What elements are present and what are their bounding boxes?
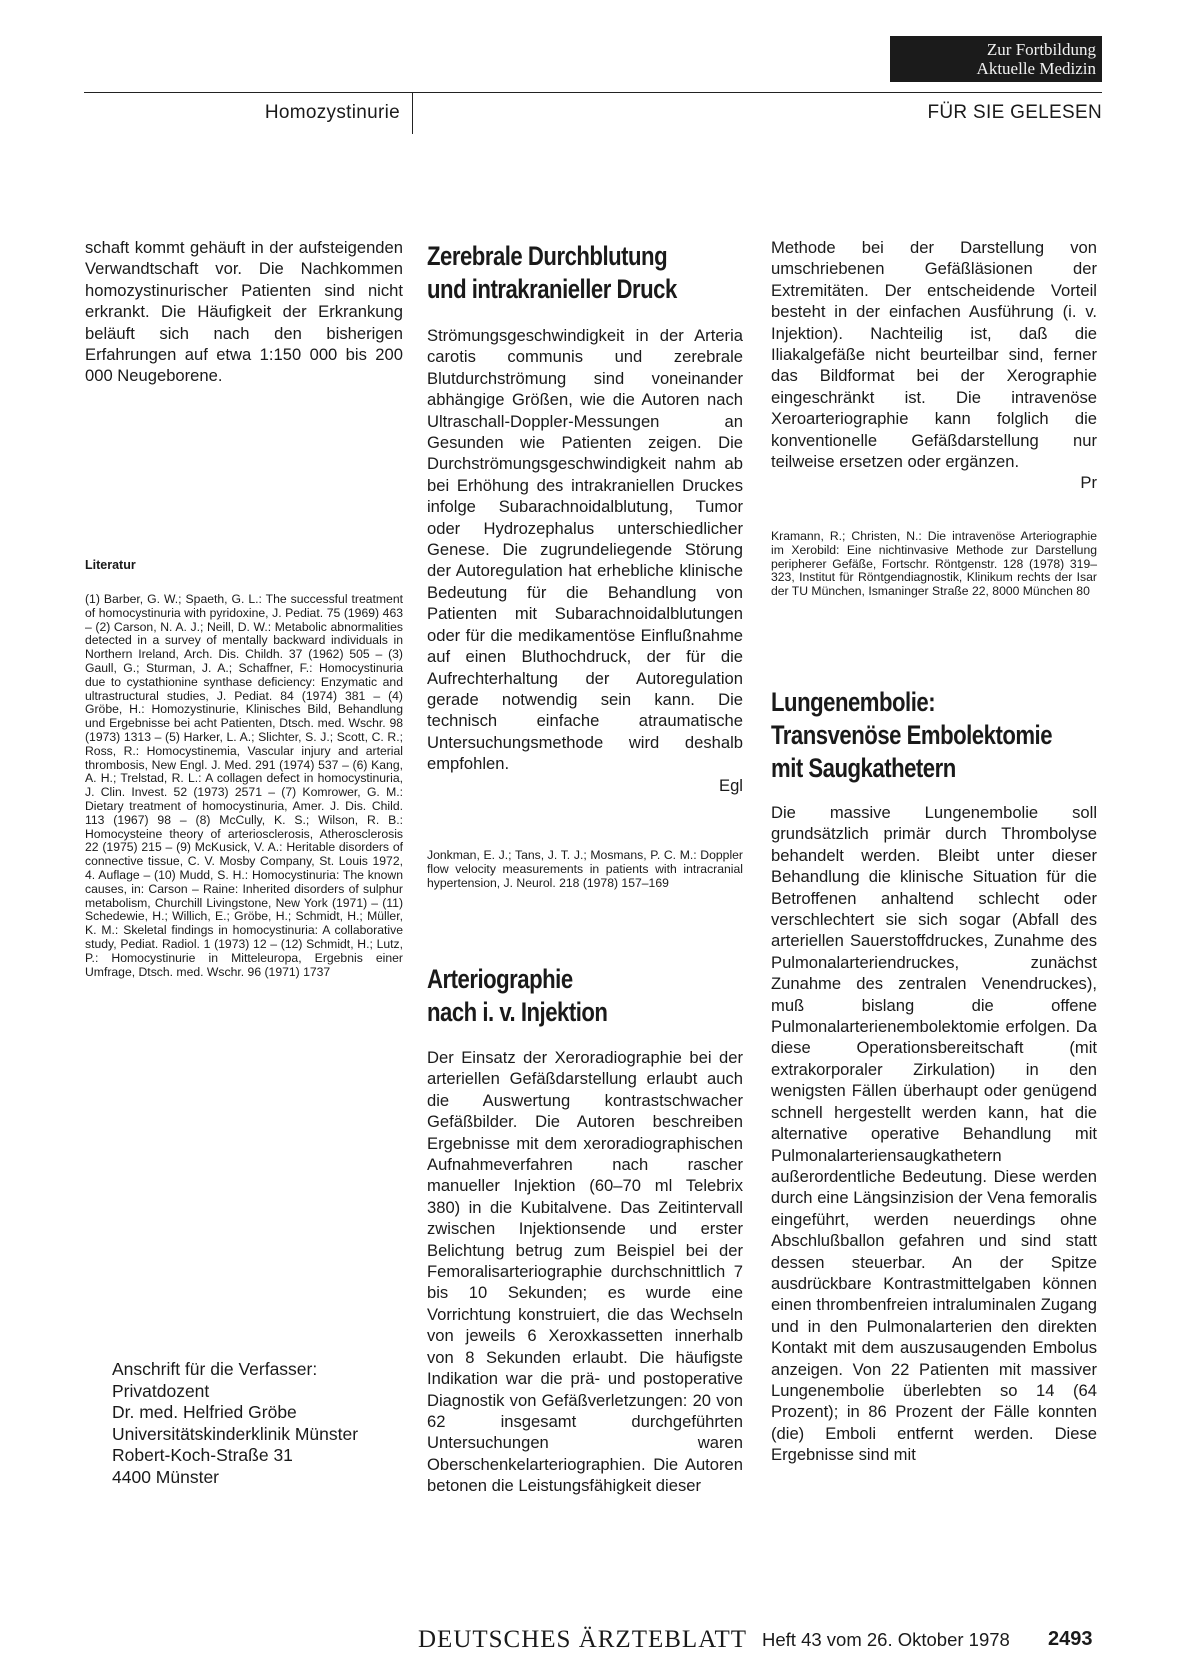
author-address: [112, 1359, 412, 1489]
article-signature: Pr: [1080, 473, 1097, 493]
address-line: Robert-Koch-Straße 31: [112, 1445, 293, 1466]
article-body-arteriographie-continued: [771, 237, 1097, 494]
address-line: Universitätskinderklinik Münster: [112, 1423, 359, 1444]
badge-line-1: Zur Fortbildung: [986, 40, 1096, 59]
literature-title: Literatur: [85, 558, 136, 572]
section-badge: [890, 36, 1102, 82]
badge-line-2: Aktuelle Medizin: [976, 59, 1096, 78]
article-reference-zerebrale: Jonkman, E. J.; Tans, J. T. J.; Mosmans, P. C. M.: Doppler flow velocity measurements in patients with intracranial hypertension, J. Neurol. 218 (1978) 157–169: [427, 848, 743, 890]
article-reference-arteriographie: Kramann, R.; Christen, N.: Die intravenöse Arteriographie im Xerobild: Eine nichtinvasive Methode zur Darstellung peripherer Gefäße, Fortschr. Röntgenstr. 128 (1978) 319–323, Institut für Röntgendiagnostik, Klinikum rechts der Isar der TU München, Ismaninger Straße 22, 8000 München 80: [771, 529, 1097, 599]
header-rule: [84, 92, 1102, 93]
address-line: Privatdozent: [112, 1380, 210, 1401]
article-body-text: Strömungsgeschwindigkeit in der Arteria carotis communis und zerebrale Blutdurchströmung sind voneinander abhängige Größen, wie die Autoren nach Ultraschall-Doppler-Messungen an Gesunden wie Patienten zeigen. Die Durchströmungsgeschwindigkeit nahm ab bei Erhöhung des intrakraniellen Druckes infolge Subarachnoidalblutung, Tumor oder Hydrozephalus unterschiedlicher Genese. Die zugrundeliegende Störung der Autoregulation hat erhebliche klinische Bedeutung für die Behandlung von Patienten mit Subarachnoidalblutungen oder für die medikamentöse Einflußnahme auf einen Bluthochdruck, der für die Aufrechterhaltung der Autoregulation gerade notwendig sein kann. Die technisch einfache atraumatische Untersuchungsmethode wird deshalb empfohlen.: [427, 326, 743, 774]
running-head-left: Homozystinurie: [264, 102, 400, 123]
article-title-arteriographie: Arteriographie nach i. v. Injektion: [427, 964, 608, 1027]
footer-issue: Heft 43 vom 26. Oktober 1978: [762, 1629, 1010, 1650]
running-head-right: FÜR SIE GELESEN: [927, 102, 1102, 123]
page-number: 2493: [1048, 1628, 1093, 1650]
literature-list: (1) Barber, G. W.; Spaeth, G. L.: The successful treatment of homocystinuria with pyridoxine, J. Pediat. 75 (1969) 463 – (2) Carson, N. A. J.; Neill, D. W.: Metabolic abnormalities detected in a survey of mentally backward individuals in Northern Ireland, Arch. Dis. Childh. 37 (1962) 505 – (3) Gaull, G.; Sturman, J. A.; Schaffner, F.: Homocystinuria due to cystathionine synthase deficiency: Enzymatic and ultrastructural studies, J. Pediat. 84 (1974) 381 – (4) Gröbe, H.: Homozystinurie, Klinisches Bild, Behandlung und Ergebnisse bei acht Patienten, Dtsch. med. Wschr. 98 (1973) 1313 – (5) Harker, L. A.; Slichter, S. J.; Scott, C. R.; Ross, R.: Homocystinemia, Vascular injury and arterial thrombosis, New Engl. J. Med. 291 (1974) 537 – (6) Kang, A. H.; Trelstad, R. L.: A collagen defect in homocystinuria, J. Clin. Invest. 52 (1973) 2571 – (7) Komrower, G. M.: Dietary treatment of homocystinuria, Amer. J. Dis. Child. 113 (1967) 98 – (8) McCully, K. S.; Wilson, R. B.: Homocysteine theory of arteriosclerosis, Atherosclerosis 22 (1975) 215 – (9) McKusick, V. A.: Heritable disorders of connective tissue, C. V. Mosby Company, St. Louis 1972, 4. Auflage – (10) Mudd, S. H.: Homocystinuria: The known causes, in: Carson – Raine: Inherited disorders of sulphur metabolism, Churchill Livingstone, New York (1971) – (11) Schedewie, H.; Willich, E.; Gröbe, H.; Schmidt, H.; Müller, K. M.: Skeletal findings in homocystinuria: A collaborative study, Pediat. Radiol. 1 (1973) 12 – (12) Schmidt, H.; Lutz, P.: Homocystinurie in Mitteleuropa, Ergebnis einer Umfrage, Dtsch. med. Wschr. 96 (1971) 1737: [85, 592, 403, 979]
header-divider: [412, 92, 413, 134]
article-body-zerebrale: [427, 325, 743, 796]
article-body-arteriographie: Der Einsatz der Xeroradiographie bei der arteriellen Gefäßdarstellung erlaubt auch die Auswertung kontrastschwacher Gefäßbilder. Die Autoren beschreiben Ergebnisse mit dem xeroradiographischen Aufnahmeverfahren nach rascher manueller Injektion (60–70 ml Telebrix 380) in die Kubitalvene. Das Zeitintervall zwischen Injektionsende und erster Belichtung betrug zum Beispiel bei der Femoralisarteriographie durchschnittlich 7 bis 10 Sekunden; es wurde eine Vorrichtung konstruiert, die das Wechseln von jeweils 6 Xeroxkassetten innerhalb von 8 Sekunden erlaubt. Die häufigste Indikation war die prä- und postoperative Diagnostik von Gefäßverletzungen: 20 von 62 insgesamt durchgeführten Untersuchungen waren Oberschenkelarteriographien. Die Autoren betonen die Leistungsfähigkeit dieser: [427, 1048, 743, 1496]
article-body-text: Methode bei der Darstellung von umschriebenen Gefäßläsionen der Extremitäten. Der entscheidende Vorteil besteht in der einfachen Ausführung (i. v. Injektion). Nachteilig ist, daß die Iliakalgefäße nicht beurteilbar sind, ferner das Bildformat bei der Xerographie eingeschränkt ist. Die intravenöse Xeroarteriographie kann folglich die konventionelle Gefäßdarstellung nur teilweise ersetzen oder ergänzen.: [771, 238, 1097, 472]
address-line: Dr. med. Helfried Gröbe: [112, 1402, 297, 1423]
footer-journal-name: DEUTSCHES ÄRZTEBLATT: [418, 1626, 748, 1653]
article-body-lungenembolie: Die massive Lungenembolie soll grundsätzlich primär durch Thrombolyse behandelt werden. Bleibt unter dieser Behandlung die klinische Situation für die Betroffenen anhaltend schlecht oder verschlechtert sie sich sogar (Abfall des arteriellen Sauerstoffdruckes, Zunahme des Pulmonalarteriendruckes, zunächst Zunahme des zentralen Venendruckes), muß bislang die offene Pulmonalarterienembolektomie erfolgen. Da diese Operationsbereitschaft (mit extrakorporaler Zirkulation) in den wenigsten Fällen überhaupt oder genügend schnell hergestellt werden kann, hat die alternative operative Behandlung mit Pulmonalarteriensaugkathetern außerordentliche Bedeutung. Diese werden durch eine Längsinzision der Vena femoralis eingeführt, werden neuerdings ohne Abschlußballon gefahren und sind statt dessen steuerbar. An der Spitze ausdrückbare Kontrastmittelgaben können einen thrombenfreien intraluminalen Zugang und in den Pulmonalarterien den direkten Kontakt mit dem auszusaugenden Embolus anzeigen. Von 22 Patienten mit massiver Lungenembolie überlebten so 14 (64 Prozent); in 86 Prozent der Fälle konnten (die) Emboli entfernt werden. Diese Ergebnisse sind mit: [771, 803, 1097, 1465]
col1-intro-text: schaft kommt gehäuft in der aufsteigenden Verwandtschaft vor. Die Nachkommen homozystinurischer Patienten sind nicht erkrankt. Die Häufigkeit der Erkrankung beläuft sich nach den bisherigen Erfahrungen auf etwa 1:150 000 bis 200 000 Neugeborene.: [85, 238, 403, 386]
address-line: 4400 Münster: [112, 1466, 220, 1487]
article-signature: Egl: [719, 775, 743, 795]
address-line: Anschrift für die Verfasser:: [112, 1359, 318, 1379]
article-title-lungenembolie: Lungenembolie: Transvenöse Embolektomie mit Saugkathetern: [771, 687, 1053, 783]
article-title-zerebrale: Zerebrale Durchblutung und intrakranieller Druck: [427, 241, 677, 304]
